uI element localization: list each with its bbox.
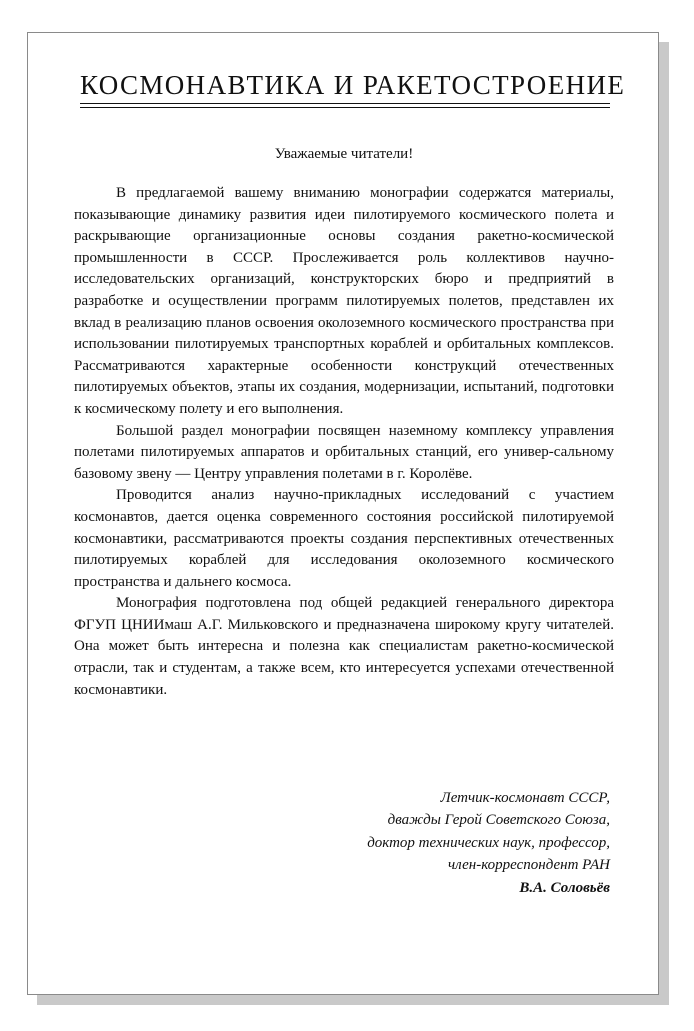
salutation: Уважаемые читатели! [274, 146, 414, 162]
signature-title-3: доктор технических наук, профессор, [367, 834, 610, 851]
title-underline-thin [80, 107, 610, 108]
signature-title-4: член-корреспондент РАН [448, 857, 610, 874]
document-page [27, 32, 659, 995]
paragraph-2: Большой раздел монографии посвящен наземному комплексу управления полетами пилотируемых аппаратов и орбитальных станций, его универ-сальному базовому звену — Центру управления полетами в г. Королёве. [74, 422, 614, 482]
document-title: КОСМОНАВТИКА И РАКЕТОСТРОЕНИЕ [80, 70, 626, 100]
signature-name: В.А. Соловьёв [519, 879, 610, 896]
paragraph-1: В предлагаемой вашему вниманию монографии содержатся материалы, показывающие динамику развития идеи пилотируемого космического полета и раскрывающие организационные основы создания ракетно-космической промышленности в СССР. Прослеживается роль коллективов научно-исследовательских организаций, конструкторских бюро и предприятий в разработке и осуществлении программ пилотируемых полетов, представлен их вклад в реализацию планов освоения околоземного космического пространства при использовании пилотируемых транспортных кораблей и орбитальных комплексов. Рассматриваются характерные особенности конструкций отечественных пилотируемых объектов, этапы их создания, модернизации, испытаний, подготовки к космическому полету и его выполнения. [74, 185, 614, 417]
body-text [74, 183, 614, 701]
signature-title-2: дважды Герой Советского Союза, [387, 812, 610, 829]
title-underline-thick [80, 103, 610, 104]
signature-block [190, 787, 610, 899]
paragraph-3: Проводится анализ научно-прикладных исследований с участием космонавтов, дается оценка современного состояния российской пилотируемой космонавтики, рассматриваются проекты создания перспективных отечественных пилотируемых кораблей для исследования околоземного космического пространства и дальнего космоса. [74, 487, 614, 590]
signature-title-1: Летчик-космонавт СССР, [440, 790, 610, 806]
paragraph-4: Монография подготовлена под общей редакцией генерального директора ФГУП ЦНИИмаш А.Г. Мильковского и предназначена широкому кругу читателей. Она может быть интересна и полезна как специалистам ракетно-космической отрасли, так и студентам, а также всем, кто интересуется успехами отечественной космонавтики. [74, 595, 614, 698]
